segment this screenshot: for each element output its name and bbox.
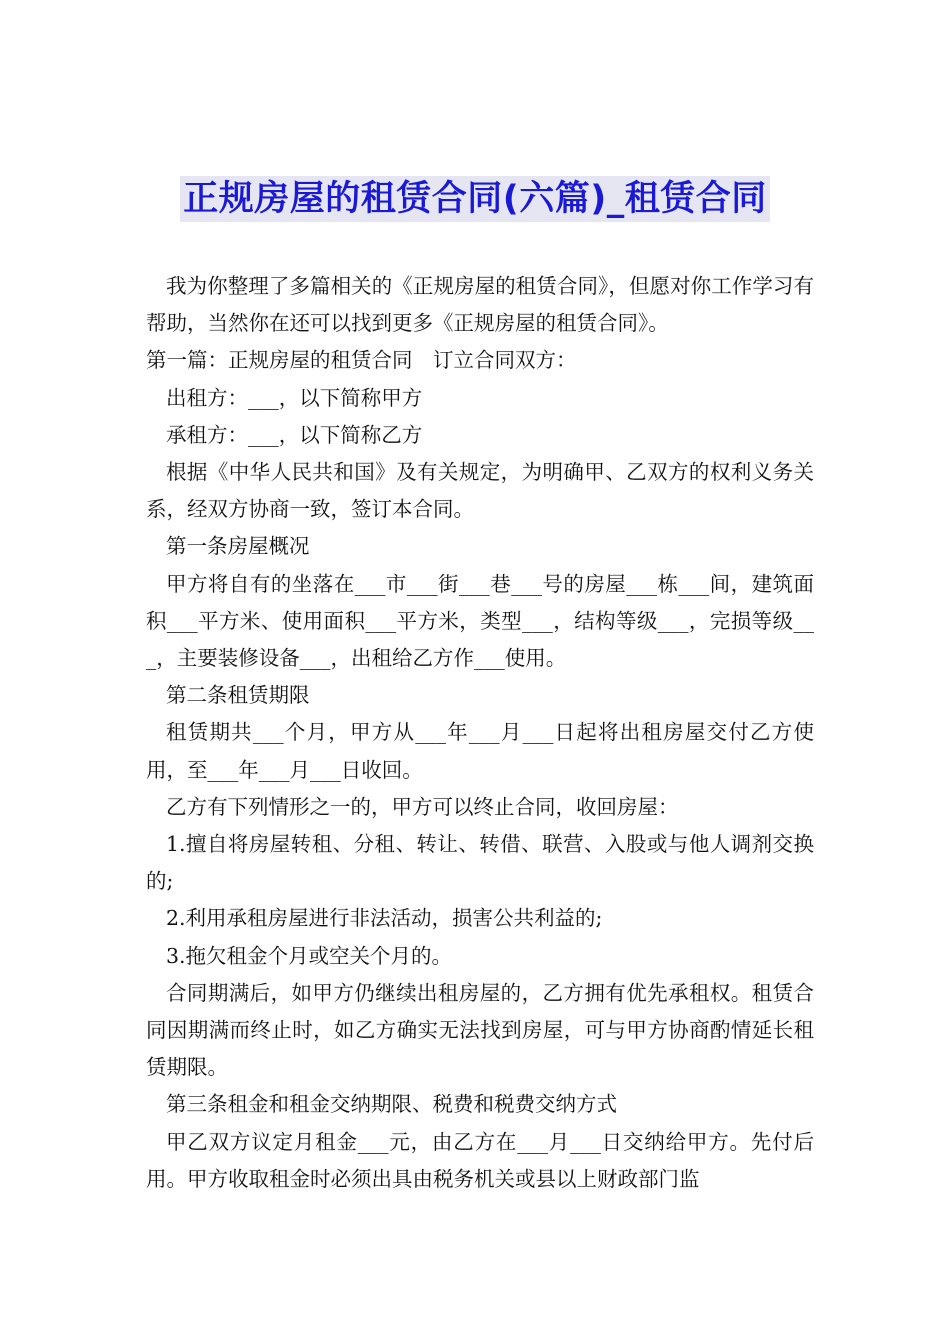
list-item: 2.利用承租房屋进行非法活动，损害公共利益的; xyxy=(166,906,603,931)
paragraph: 根据《中华人民共和国》及有关规定，为明确甲、乙双方的权利义务关系，经双方协商一致，签订本合同。 xyxy=(146,460,814,522)
document-title: 正规房屋的租赁合同(六篇)_租赁合同 xyxy=(180,176,770,222)
paragraph: 甲方将自有的坐落在___市___街___巷___号的房屋___栋___间，建筑面积___平方米、使用面积___平方米，类型___，结构等级___，完损等级___，主要装修设备___，出租给乙方作___使用。 xyxy=(146,571,814,671)
section-heading: 第一条房屋概况 xyxy=(166,534,310,559)
list-item: 1.擅自将房屋转租、分租、转让、转借、联营、入股或与他人调剂交换的; xyxy=(146,832,814,894)
paragraph: 租赁期共___个月，甲方从___年___月___日起将出租房屋交付乙方使用，至___年___月___日收回。 xyxy=(146,720,814,782)
paragraph: 乙方有下列情形之一的，甲方可以终止合同，收回房屋： xyxy=(166,794,679,819)
section-heading: 第二条租赁期限 xyxy=(166,683,310,708)
paragraph: 甲乙双方议定月租金___元，由乙方在___月___日交纳给甲方。先付后用。甲方收取租金时必须出具由税务机关或县以上财政部门监 xyxy=(146,1129,814,1191)
section-heading: 第三条租金和租金交纳期限、税费和税费交纳方式 xyxy=(166,1092,617,1117)
paragraph: 第一篇：正规房屋的租赁合同 订立合同双方： xyxy=(146,348,577,373)
list-item: 3.拖欠租金个月或空关个月的。 xyxy=(166,943,453,968)
paragraph: 出租方：___，以下简称甲方 xyxy=(166,385,423,410)
document-body xyxy=(146,268,814,1198)
paragraph: 承租方：___，以下简称乙方 xyxy=(166,422,423,447)
paragraph: 我为你整理了多篇相关的《正规房屋的租赁合同》，但愿对你工作学习有帮助，当然你在还可以找到更多《正规房屋的租赁合同》。 xyxy=(146,274,814,336)
title-container xyxy=(0,176,950,222)
paragraph: 合同期满后，如甲方仍继续出租房屋的，乙方拥有优先承租权。租赁合同因期满而终止时，如乙方确实无法找到房屋，可与甲方协商酌情延长租赁期限。 xyxy=(146,980,814,1080)
